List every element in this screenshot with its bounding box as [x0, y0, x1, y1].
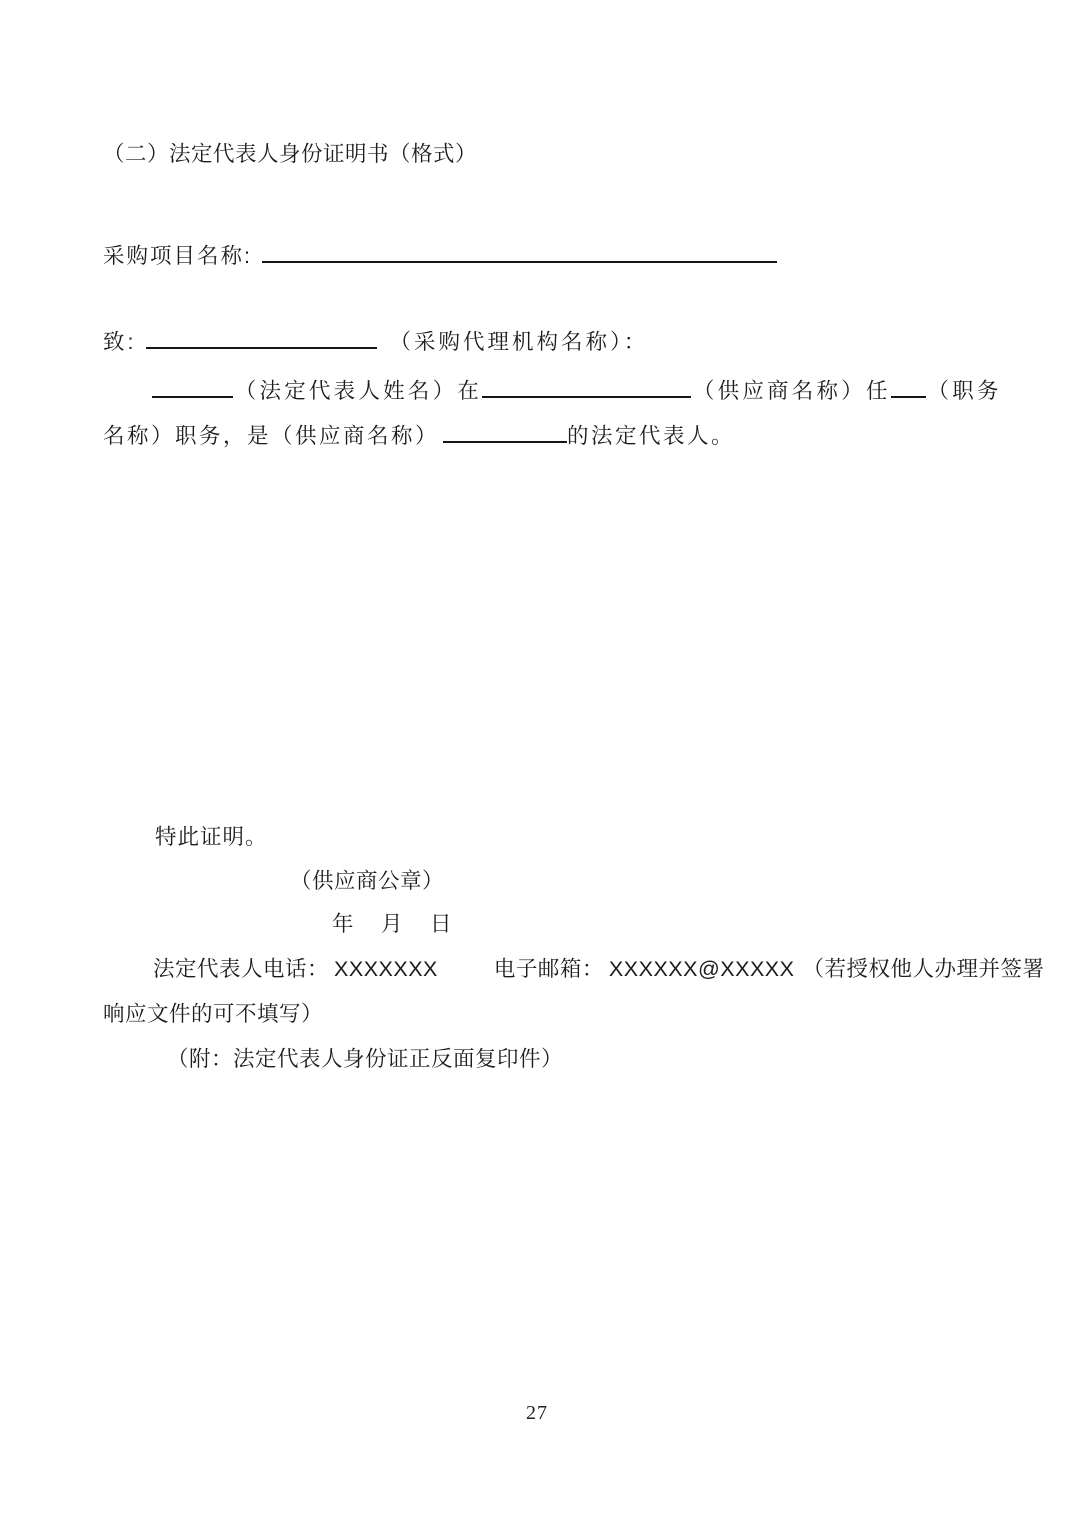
email-label: 电子邮箱：	[493, 957, 604, 981]
contact-line	[103, 954, 1045, 984]
supplier-name-blank-line-2	[443, 419, 567, 443]
statement-paragraph-line-1	[103, 374, 1000, 406]
project-name-line	[103, 239, 1000, 271]
representative-name-note: （法定代表人姓名）在	[233, 379, 483, 403]
project-name-label: 采购项目名称:	[103, 244, 252, 268]
agency-name-note: （采购代理机构名称）：	[389, 330, 649, 354]
authorization-note-line-1: （若授权他人办理并签署	[802, 957, 1045, 981]
section-title: （二）法定代表人身份证明书（格式）	[103, 142, 478, 166]
addressee-line	[103, 325, 1000, 357]
project-name-blank-line	[262, 239, 777, 263]
statement-paragraph-line-2	[103, 419, 1000, 451]
addressee-label: 致:	[103, 330, 137, 354]
email-value: XXXXXX@XXXXX	[608, 957, 795, 981]
authorization-note-line-2: 响应文件的可不填写）	[103, 1002, 324, 1026]
certify-statement: 特此证明。	[155, 825, 268, 849]
representative-name-blank-line	[152, 374, 233, 398]
post-title-note-open: （职务	[925, 379, 1000, 403]
phone-value: XXXXXXX	[334, 957, 438, 981]
agency-name-blank-line	[146, 325, 377, 349]
post-title-blank-line	[891, 374, 926, 398]
attachment-note: （附：法定代表人身份证正反面复印件）	[167, 1047, 564, 1071]
phone-label: 法定代表人电话：	[153, 957, 330, 981]
date-line: 年 月 日	[332, 912, 455, 936]
page-number: 27	[526, 1402, 548, 1424]
statement-text-suffix: 的法定代表人。	[567, 424, 736, 448]
supplier-name-blank-line	[482, 374, 691, 398]
supplier-seal-note: （供应商公章）	[290, 869, 445, 893]
statement-text-prefix: 名称）职务，是（供应商名称）	[103, 424, 440, 448]
supplier-name-note: （供应商名称）任	[691, 379, 891, 403]
